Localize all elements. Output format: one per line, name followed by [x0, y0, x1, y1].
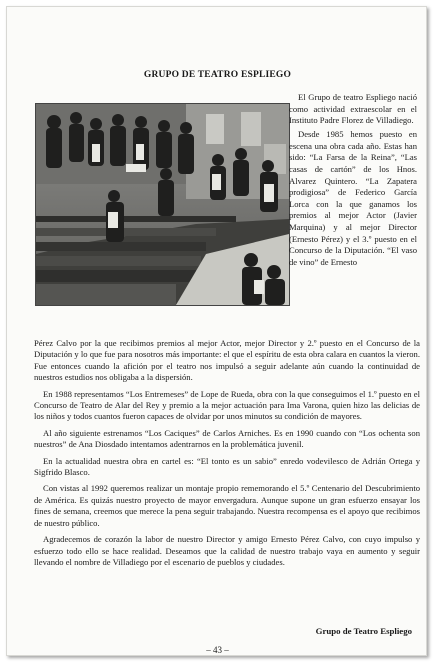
signature: Grupo de Teatro Espliego [315, 626, 412, 636]
continuation-paragraph: Pérez Calvo por la que recibimos premios al mejor Actor, mejor Director y 2.º puesto en el Concurso de la Diputación y lo que fue para nosotros más importante: el que el espíritu de esta obra calara en cuantos la vieron. Fue entonces cuando la afición por el teatro nos impulsó a seguir adelante aún cuando la continuidad de nuestros estudios nos obligaba a la dispersión. [34, 338, 420, 383]
intro-paragraph: El Grupo de teatro Espliego nació como actividad extraescolar en el Instituto Padre Florez de Villadiego. [289, 92, 417, 126]
paragraph-1988: En 1988 representamos “Los Entremeses” de Lope de Rueda, obra con la que conseguimos el 1.º puesto en el Concurso de Teatro de Alar del Rey y premio a la mejor actuación para Ima Varona, quien hizo las delicias de los niños y todos cuantos fueron capaces de olvidar por unos minutos su condición de mayores. [34, 388, 420, 422]
document-page [6, 6, 427, 656]
paragraph-current-play: En la actualidad nuestra obra en cartel es: “El tonto es un sabio” enredo vodevilesco de Adrián Ortega y Sigfrido Blasco. [34, 455, 420, 478]
productions-paragraph: Desde 1985 hemos puesto en escena una obra cada año. Estas han sido: “La Farsa de la Reina”, “Las casas de cartón” de los Hnos. Alvarez Quintero. “La Zapatera prodigiosa” de Federico García Lorca con la que ganamos los premios al mejor Actor (Javier Marquina) y al mejor Director (Ernesto Pérez) y el 3.º puesto en el Concurso de la Diputación. “El vaso de vino” de Ernesto [289, 129, 417, 267]
paragraph-thanks: Agradecemos de corazón la labor de nuestro Director y amigo Ernesto Pérez Calvo, con cuyo impulso y esfuerzo todo ello se hace realidad. Deseamos que la calidad de nuestro trabajo vaya en aumento y seguir llevando el nombre de Villadiego por el escenario de pueblos y ciudades. [34, 534, 420, 567]
page-number: – 43 – [206, 645, 229, 655]
article-body [34, 338, 420, 573]
paragraph-1992-project: Con vistas al 1992 queremos realizar un montaje propio rememorando el 5.º Centenario del Descubrimiento de América. Es quizás nuestro proyecto de mayor envergadura. Aunque supone un gran esfuerzo ensayar los fines de semana, creemos que merece la pena seguir trabajando. Nuestra recompensa es el apoyo que recibimos de nuestro público. [34, 483, 420, 528]
article-title: GRUPO DE TEATRO ESPLIEGO [143, 70, 292, 80]
paragraph-caciques: Al año siguiente estrenamos “Los Caciques” de Carlos Arniches. Es en 1990 cuando con “Los ochenta son nuestros” de Ana Diosdado intentamos adentrarnos en la problemática juvenil. [34, 427, 420, 450]
right-column-text [289, 92, 417, 271]
group-photo [35, 103, 290, 306]
